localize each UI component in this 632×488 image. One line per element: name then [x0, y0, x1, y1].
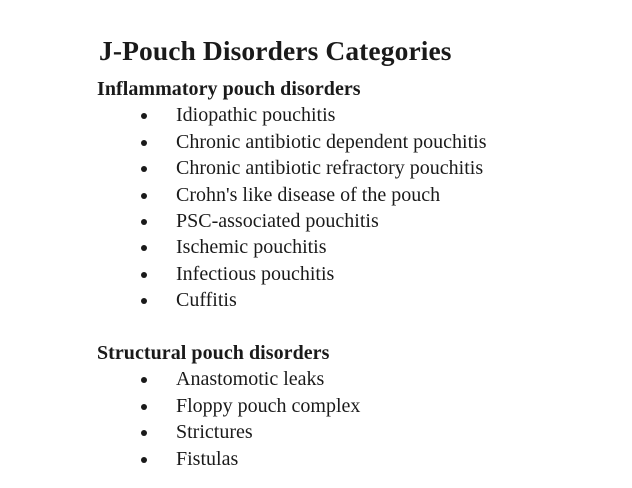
- list-item-label: Floppy pouch complex: [176, 394, 361, 417]
- section-inflammatory-pouch-disorders: [97, 76, 617, 314]
- list-item: [97, 102, 617, 128]
- section-heading: Inflammatory pouch disorders: [97, 78, 361, 100]
- list-item: [97, 393, 617, 419]
- bullet-dot-icon: [141, 234, 149, 260]
- list-item-label: Chronic antibiotic dependent pouchitis: [176, 130, 487, 153]
- list-item: [97, 182, 617, 208]
- list-item: [97, 446, 617, 472]
- bullet-list: [97, 366, 617, 472]
- bullet-list: [97, 102, 617, 313]
- bullet-dot-icon: [141, 261, 149, 287]
- list-item-label: Anastomotic leaks: [176, 368, 325, 391]
- list-item-label: Crohn's like disease of the pouch: [176, 183, 441, 206]
- list-item-label: Ischemic pouchitis: [176, 236, 327, 259]
- list-item: [97, 129, 617, 155]
- bullet-dot-icon: [141, 182, 149, 208]
- bullet-dot-icon: [141, 446, 149, 472]
- bullet-dot-icon: [141, 129, 149, 155]
- list-item: [97, 234, 617, 260]
- list-item-label: Fistulas: [176, 447, 239, 470]
- list-item-label: Cuffitis: [176, 289, 237, 312]
- bullet-dot-icon: [141, 366, 149, 392]
- list-item-label: PSC-associated pouchitis: [176, 210, 379, 233]
- bullet-dot-icon: [141, 155, 149, 181]
- list-item: [97, 208, 617, 234]
- list-item: [97, 419, 617, 445]
- list-item: [97, 287, 617, 313]
- bullet-dot-icon: [141, 393, 149, 419]
- list-item-label: Strictures: [176, 421, 253, 444]
- section-heading: Structural pouch disorders: [97, 342, 330, 365]
- list-item-label: Chronic antibiotic refractory pouchitis: [176, 157, 484, 180]
- bullet-dot-icon: [141, 208, 149, 234]
- bullet-dot-icon: [141, 419, 149, 445]
- page-title: J-Pouch Disorders Categories: [99, 35, 452, 67]
- list-item: [97, 155, 617, 181]
- list-item-label: Infectious pouchitis: [176, 262, 335, 285]
- bullet-dot-icon: [141, 287, 149, 313]
- slide-body: [97, 76, 617, 472]
- section-structural-pouch-disorders: [97, 340, 617, 472]
- list-item: [97, 261, 617, 287]
- list-item-label: Idiopathic pouchitis: [176, 104, 336, 127]
- list-item: [97, 366, 617, 392]
- bullet-dot-icon: [141, 102, 149, 128]
